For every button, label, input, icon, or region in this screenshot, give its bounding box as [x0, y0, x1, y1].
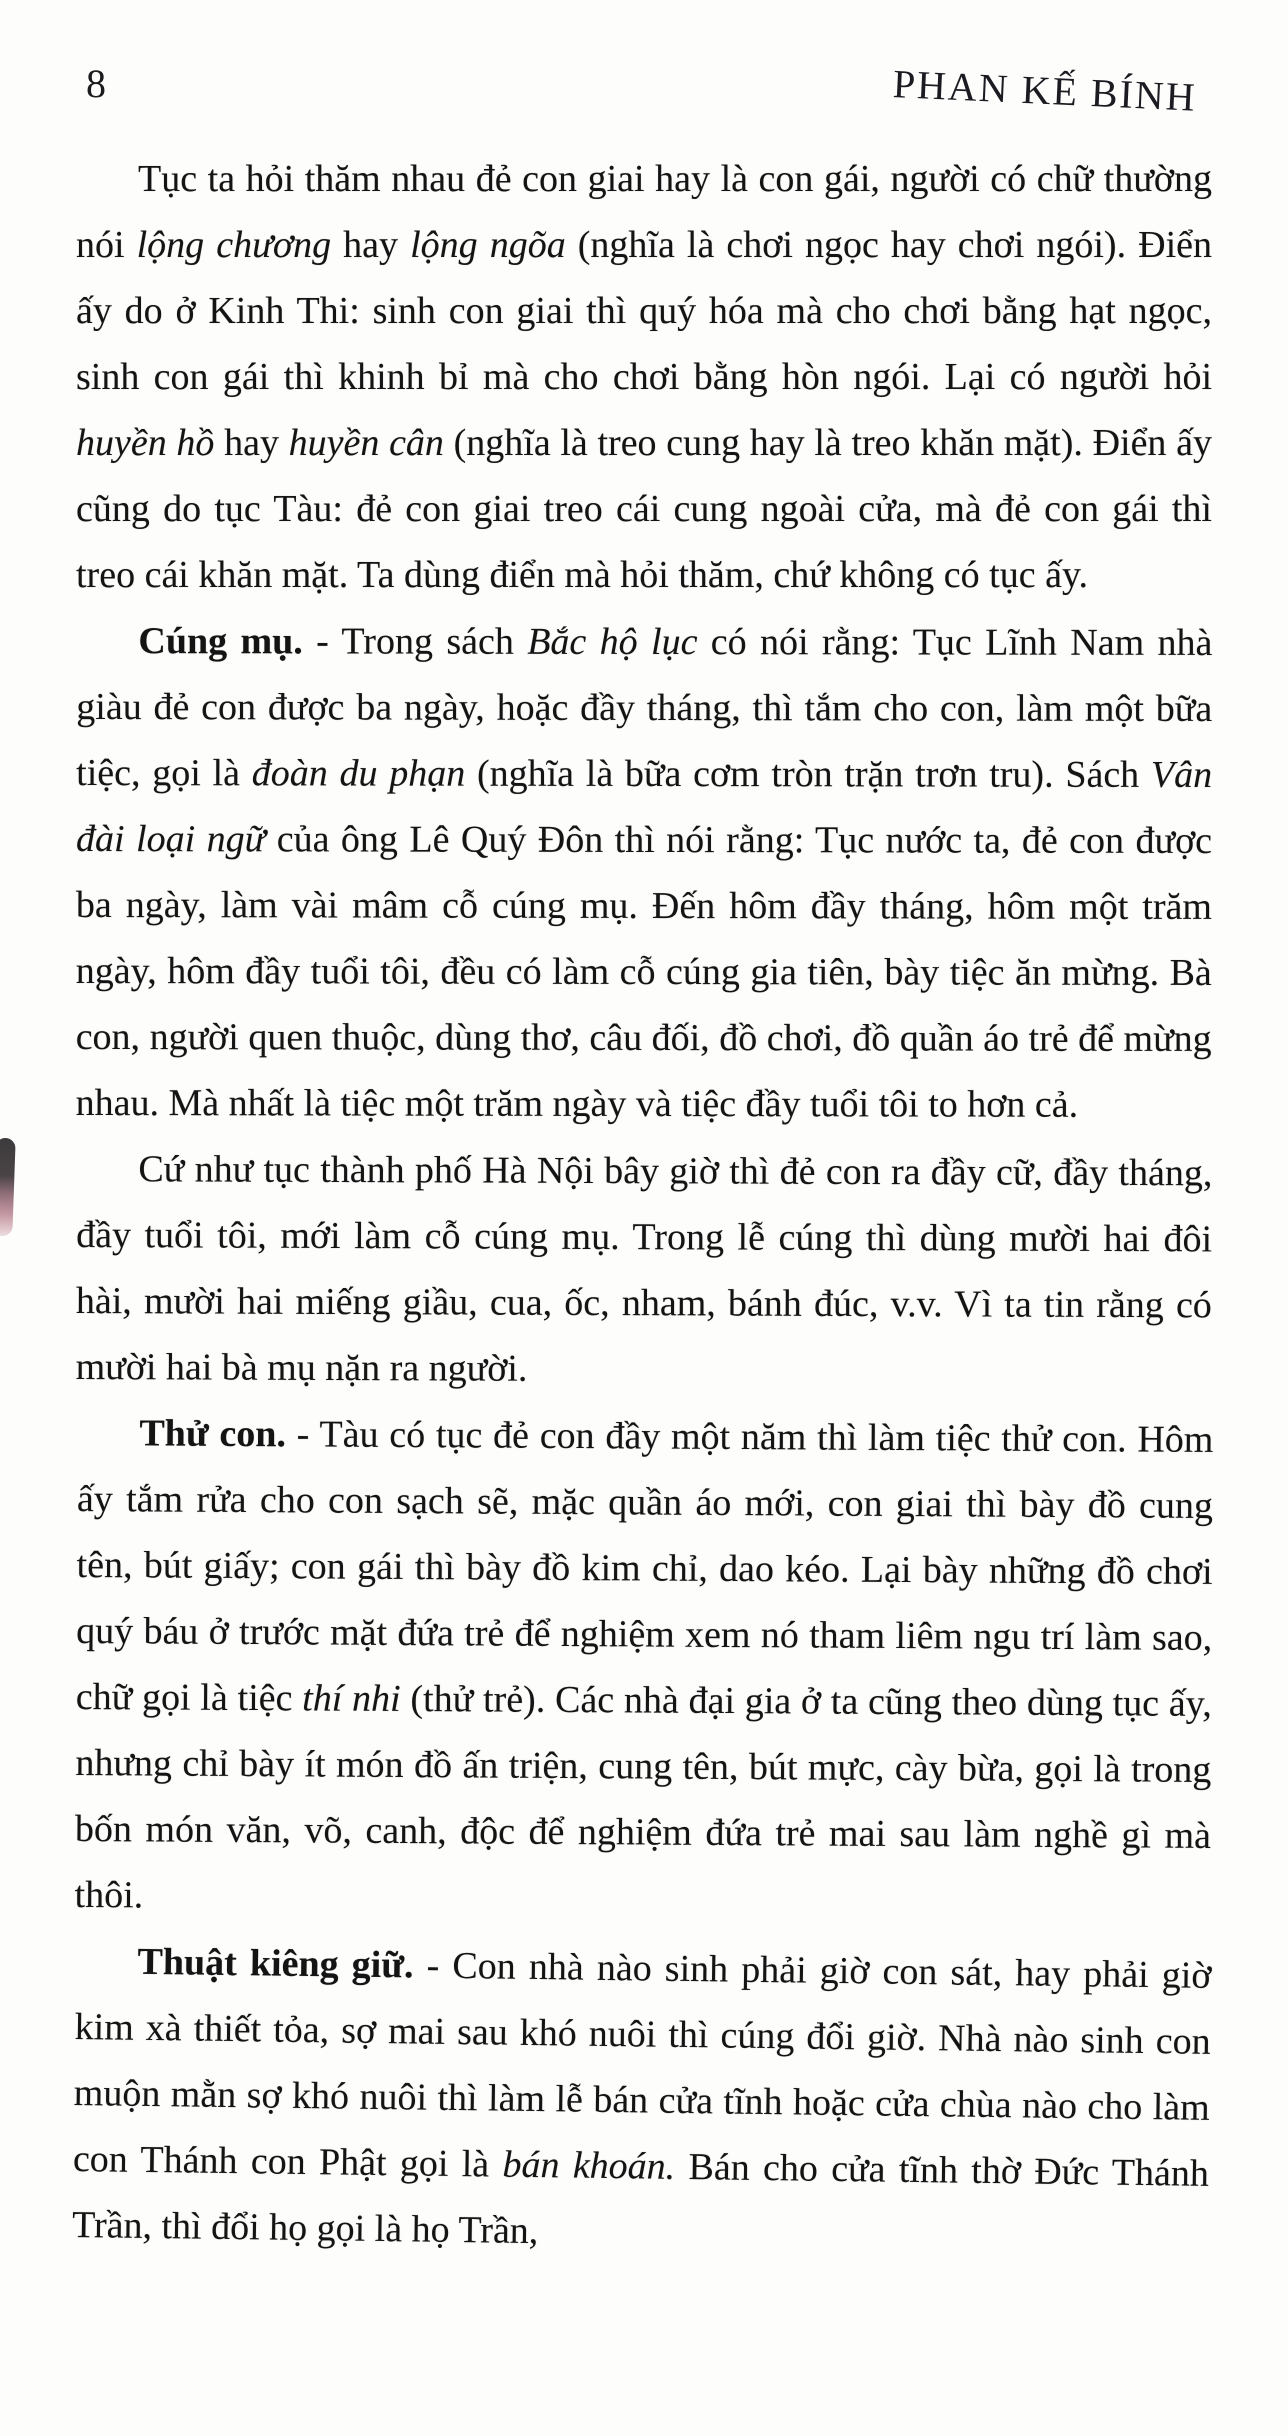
text-segment: của ông Lê Quý Đôn thì nói rằng: Tục nước ta, đẻ con được ba ngày, làm vài mâm cỗ cúng mụ. Đến hôm đầy tháng, hôm một trăm ngày, hôm đầy tuổi tôi, đều có làm cỗ cúng gia tiên, bày tiệc ăn mừng. Bà con, người quen thuộc, dùng thơ, câu đối, đồ chơi, đồ quần áo trẻ để mừng nhau. Mà nhất là tiệc một trăm ngày và tiệc đầy tuổi tôi to hơn cả. — [75, 818, 1213, 1126]
paragraph-thu-con — [74, 1400, 1213, 1935]
text-segment: lộng ngõa — [410, 224, 566, 266]
text-segment: huyền cân — [288, 422, 444, 464]
text-segment: (nghĩa là chơi ngọc hay chơi ngói). Điển ấy do ở Kinh Thi: sinh con giai thì quý hóa mà cho chơi bằng hạt ngọc, sinh con gái thì khinh bỉ mà cho chơi bằng hòn ngói. Lại có người hỏi — [76, 224, 1213, 398]
text-segment: Thuật kiêng giữ. — [137, 1940, 414, 1987]
text-segment: - Trong sách — [302, 620, 528, 663]
text-segment: Bán cho cửa tĩnh thờ Đức Thánh Trần, thì đổi họ gọi là họ Trần, — [71, 2145, 1210, 2253]
text-segment: hay — [331, 224, 411, 266]
text-segment: (nghĩa là treo cung hay là treo khăn mặt). Điển ấy cũng do tục Tàu: đẻ con giai treo cái cung ngoài cửa, mà đẻ con gái thì treo cái khăn mặt. Ta dùng điển mà hỏi thăm, chứ không có tục ấy. — [76, 422, 1212, 596]
page-body — [71, 146, 1214, 2258]
scan-edge-smudge — [0, 1138, 16, 1237]
text-segment: Cúng mụ. — [138, 620, 303, 663]
text-segment: - Tàu có tục đẻ con đầy một năm thì làm tiệc thử con. Hôm ấy tắm rửa cho con sạch sẽ, mặc quần áo mới, con giai thì bày đồ cung tên, bút giấy; con gái thì bày đồ kim chỉ, dao kéo. Lại bày những đồ chơi quý báu ở trước mặt đứa trẻ để nghiệm xem nó tham liêm ngu trí làm sao, chữ gọi là tiệc — [75, 1413, 1214, 1720]
text-segment: bán khoán. — [502, 2143, 676, 2188]
page-number: 8 — [86, 61, 106, 106]
text-segment: thí nhi — [302, 1677, 401, 1720]
text-segment: Tục ta hỏi thăm nhau đẻ con giai hay là con gái, người có chữ thường nói — [76, 158, 1212, 266]
text-segment: - Con nhà nào sinh phải giờ con sát, hay phải giờ kim xà thiết tỏa, sợ mai sau khó nuôi thì cúng đổi giờ. Nhà nào sinh con muộn mằn sợ khó nuôi thì làm lễ bán cửa tĩnh hoặc cửa chùa nào cho làm con Thánh con Phật gọi là — [72, 1944, 1212, 2186]
paragraph-hoi-tham — [76, 146, 1212, 608]
page-header — [0, 0, 1288, 120]
text-segment: (nghĩa là bữa cơm tròn trặn trơn tru). Sách — [465, 752, 1151, 796]
text-segment: hay — [214, 422, 289, 464]
text-segment: Bắc hộ lục — [527, 620, 698, 664]
paragraph-cung-mu — [76, 608, 1213, 1138]
text-segment: (thử trẻ). Các nhà đại gia ở ta cũng theo dùng tục ấy, nhưng chỉ bày ít món đồ ấn triện, cung tên, bút mực, cày bừa, gọi là trong bốn món văn, võ, canh, độc để nghiệm đứa trẻ mai sau làm nghề gì mà thôi. — [74, 1677, 1212, 1917]
text-segment: lộng chương — [136, 224, 332, 266]
text-segment: huyền hồ — [76, 422, 215, 464]
paragraph-thuat-kieng-giu — [72, 1928, 1212, 2273]
text-segment: Vân đài loại ngữ — [76, 753, 1213, 861]
paragraph-tuc-ha-noi — [75, 1136, 1212, 1404]
running-head: PHAN KẾ BÍNH — [891, 61, 1198, 120]
text-segment: Cứ như tục thành phố Hà Nội bây giờ thì đẻ con ra đầy cữ, đầy tháng, đầy tuổi tôi, mới làm cỗ cúng mụ. Trong lễ cúng thì dùng mười hai đôi hài, mười hai miếng giầu, cua, ốc, nham, bánh đúc, v.v. Vì ta tin rằng có mười hai bà mụ nặn ra người. — [75, 1148, 1213, 1390]
text-segment: có nói rằng: Tục Lĩnh Nam nhà giàu đẻ con được ba ngày, hoặc đầy tháng, thì tắm cho con, làm một bữa tiệc, gọi là — [76, 621, 1213, 795]
text-segment: đoàn du phạn — [251, 752, 466, 795]
text-segment: Thử con. — [139, 1412, 287, 1456]
